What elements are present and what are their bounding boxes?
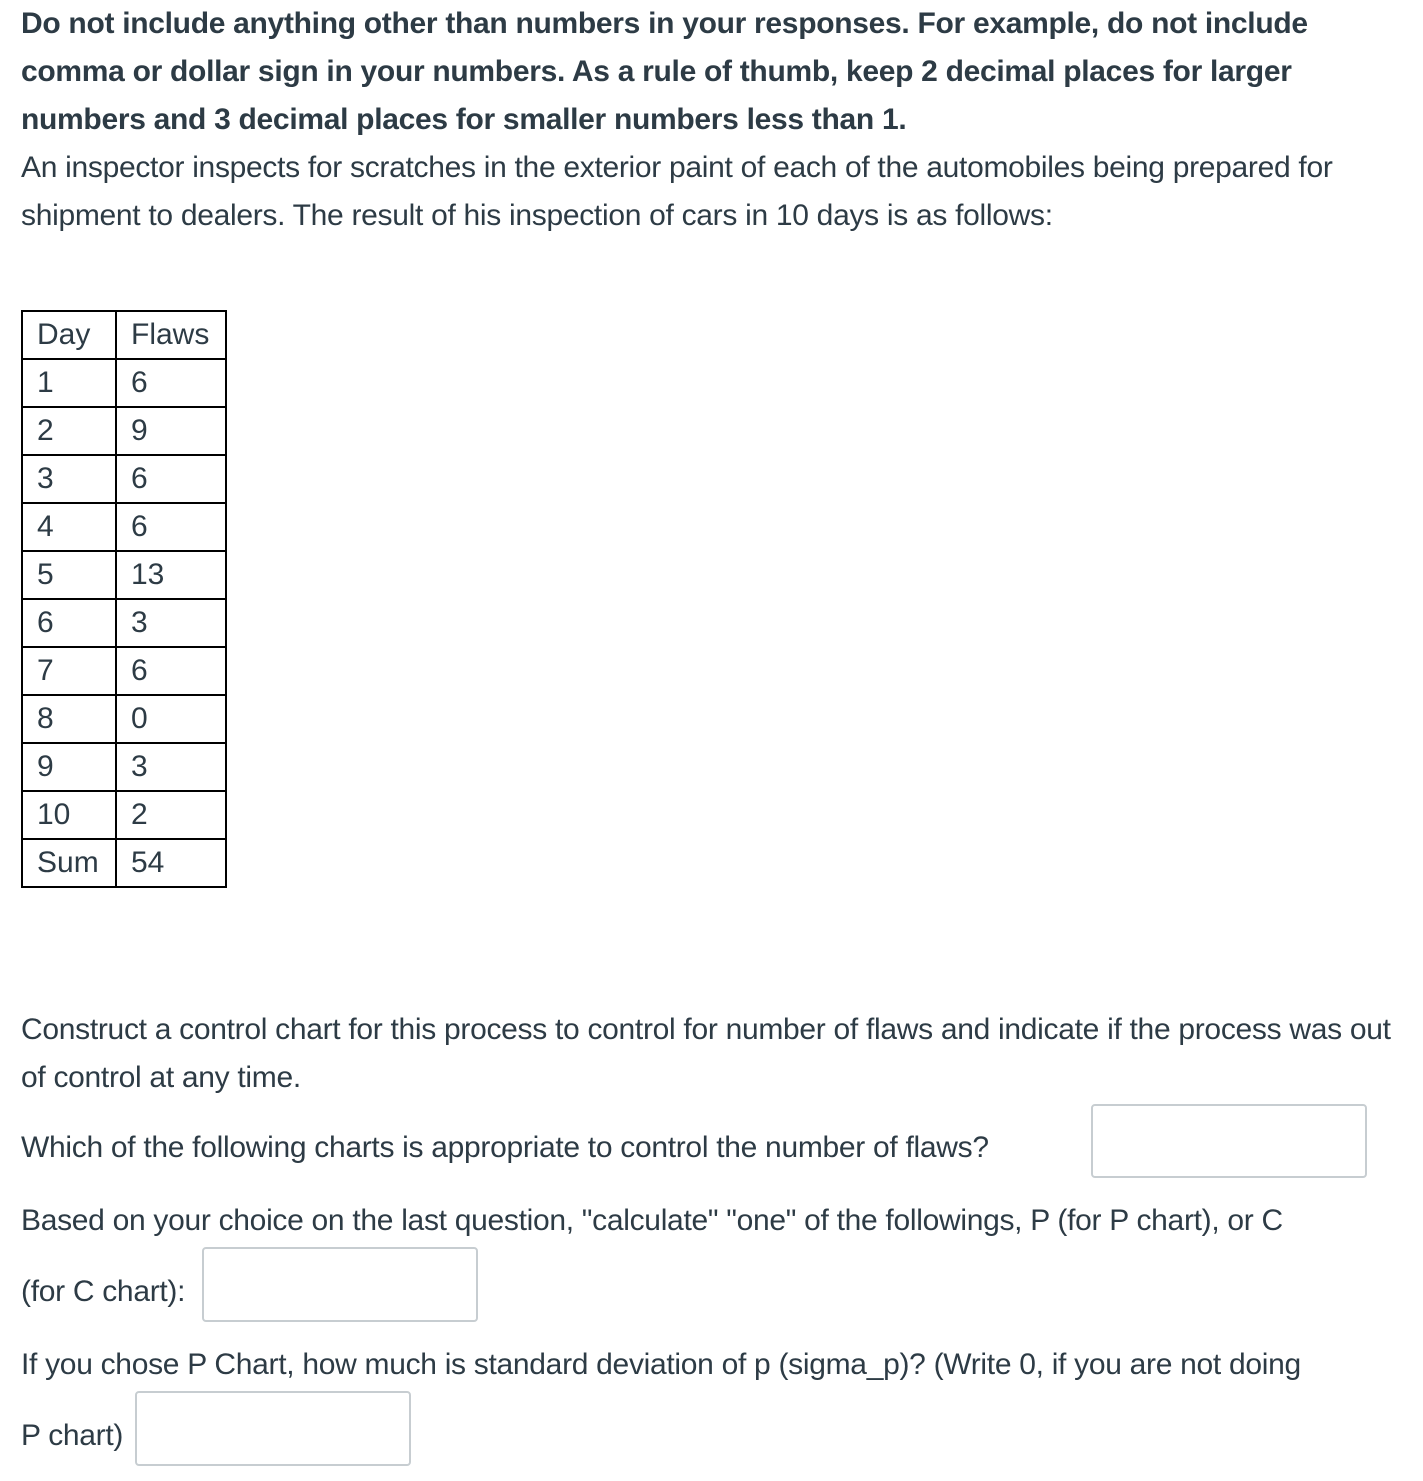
flaws-cell: 6 <box>116 647 226 695</box>
flaws-cell: 9 <box>116 407 226 455</box>
instructions-text: Do not include anything other than numbers in your responses. For example, do not include comma or dollar sign in your numbers. As a rule of thumb, keep 2 decimal places for larger numbers and 3 decimal places for smaller numbers less than 1. <box>21 7 1308 136</box>
sum-label: Sum <box>22 839 116 887</box>
flaws-table <box>21 310 227 888</box>
flaws-cell: 0 <box>116 695 226 743</box>
header-day: Day <box>22 311 116 359</box>
day-cell: 2 <box>22 407 116 455</box>
table-header-row <box>22 311 226 359</box>
day-cell: 5 <box>22 551 116 599</box>
quiz-page <box>21 0 1401 1452</box>
flaws-cell: 6 <box>116 503 226 551</box>
question-calculate-label-line2: (for C chart): <box>21 1275 186 1308</box>
flaws-cell: 6 <box>116 455 226 503</box>
chart-type-answer-input[interactable] <box>1091 1104 1367 1178</box>
question-calculate-label-line1: Based on your choice on the last question, "calculate" "one" of the followings, P (for P chart), or C <box>21 1204 1283 1237</box>
header-flaws: Flaws <box>116 311 226 359</box>
table-row <box>22 551 226 599</box>
day-cell: 8 <box>22 695 116 743</box>
sigma-answer-input[interactable] <box>135 1391 411 1466</box>
flaws-cell: 2 <box>116 791 226 839</box>
table-row <box>22 791 226 839</box>
intro-text: An inspector inspects for scratches in the exterior paint of each of the automobiles being prepared for shipment to dealers. The result of his inspection of cars in 10 days is as follows: <box>21 151 1333 232</box>
day-cell: 4 <box>22 503 116 551</box>
day-cell: 3 <box>22 455 116 503</box>
table-sum-row <box>22 839 226 887</box>
flaws-cell: 3 <box>116 599 226 647</box>
table-row <box>22 647 226 695</box>
question-sigma-label-line2: P chart) <box>21 1419 124 1452</box>
day-cell: 7 <box>22 647 116 695</box>
table-row <box>22 455 226 503</box>
day-cell: 1 <box>22 359 116 407</box>
flaws-cell: 13 <box>116 551 226 599</box>
flaws-cell: 3 <box>116 743 226 791</box>
table-row <box>22 743 226 791</box>
question-sigma-label-line1: If you chose P Chart, how much is standard deviation of p (sigma_p)? (Write 0, if you are not doing <box>21 1348 1301 1381</box>
day-cell: 9 <box>22 743 116 791</box>
calculate-answer-input[interactable] <box>202 1247 478 1322</box>
construct-text: Construct a control chart for this process to control for number of flaws and indicate if the process was out of control at any time. <box>21 1013 1391 1094</box>
day-cell: 6 <box>22 599 116 647</box>
sum-value: 54 <box>116 839 226 887</box>
table-row <box>22 359 226 407</box>
table-row <box>22 599 226 647</box>
question-chart-type-label: Which of the following charts is appropriate to control the number of flaws? <box>21 1131 989 1164</box>
day-cell: 10 <box>22 791 116 839</box>
table-row <box>22 407 226 455</box>
table-row <box>22 695 226 743</box>
flaws-cell: 6 <box>116 359 226 407</box>
table-row <box>22 503 226 551</box>
